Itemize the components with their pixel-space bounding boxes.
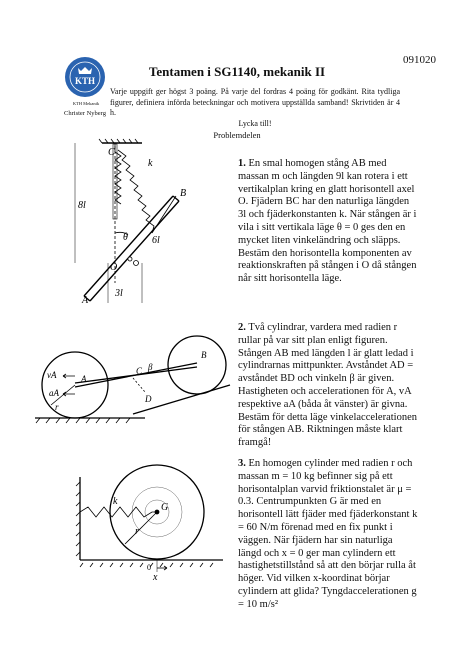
fig2-label-d: D	[145, 394, 152, 404]
figure-2	[35, 330, 235, 430]
fig3-label-zero: 0	[147, 563, 151, 572]
fig1-label-c: C	[108, 147, 115, 158]
fig1-label-o: O	[110, 262, 118, 273]
instructions	[110, 87, 400, 129]
fig1-label-k: k	[148, 158, 153, 169]
problem-1-text: En smal homogen stång AB med massan m och längden 9l kan rotera i ett vertikalplan kring en glatt horisontell axel O. Fjädern BC har den naturliga längden 3l och fjäderkonstanten k. När stången är i vila i sitt vertikala läge θ = 0 ges den en mycket liten vinkeländring och släpps. Bestäm den horisontella komponenten av reaktionskraften på stången i O då stången når sitt horisontella läge.	[238, 158, 417, 285]
problem-1	[238, 158, 418, 286]
fig1-label-6l: 6l	[152, 235, 160, 246]
problem-1-number: 1.	[238, 158, 246, 169]
fig2-label-aa: aA	[49, 388, 59, 398]
fig1-label-8l: 8l	[78, 200, 86, 211]
instructions-text: Varje uppgift ger högst 3 poäng. På varje del fordras 4 poäng för godkänt. Rita tydliga figurer, definiera införda beteckningar och motivera uppställda samband! Skrivtiden är 4 h.	[110, 87, 400, 118]
fig1-label-b: B	[180, 188, 187, 199]
fig2-label-c: C	[136, 366, 143, 376]
fig2-label-a: A	[81, 374, 87, 384]
institution: KTH Mekanik	[72, 101, 100, 106]
figure-1	[70, 138, 220, 323]
fig2-label-va: vA	[47, 370, 57, 380]
problem-2-number: 2.	[238, 322, 246, 333]
problem-2	[238, 322, 418, 450]
fig3-label-x: x	[153, 572, 158, 582]
page-title: Tentamen i SG1140, mekanik II	[148, 64, 326, 79]
fig1-label-theta: θ	[123, 232, 128, 243]
fig1-label-a: A	[82, 295, 89, 306]
author: Christer Nyberg	[64, 110, 106, 117]
logo-text: KTH	[74, 76, 96, 86]
fig1-label-3l: 3l	[115, 288, 123, 299]
kth-logo	[64, 56, 106, 98]
wish-text: Lycka till!	[238, 118, 272, 128]
fig3-label-k: k	[113, 496, 118, 507]
problem-3	[238, 458, 418, 612]
fig2-label-beta: β	[148, 362, 153, 372]
fig2-label-r: r	[55, 402, 59, 412]
problem-3-number: 3.	[238, 458, 246, 469]
fig3-label-r: r	[135, 526, 139, 537]
problem-2-text: Två cylindrar, vardera med radien r rullar på var sitt plan enligt figuren. Stången AB med längden l är glatt ledad i cylindrarnas mittpunkter. Avståndet AD = avståndet BD och vinkeln β är given. Hastigheten och accelerationen för A, vA respektive aA (båda åt vänster) är givna. Bestäm för detta läge vinkelaccelerationen för stången AB. Riktningen måste klart framgå!	[238, 322, 417, 449]
section-heading: Problemdelen	[213, 130, 261, 140]
exam-code: 091020	[403, 54, 436, 66]
problem-3-text: En homogen cylinder med radien r och massan m = 10 kg befinner sig på ett horisontalplan varvid friktionstalet är μ = 0.3. Centrumpunkten G är med en horisontell lätt fjäder med fjäderkonstant k = 60 N/m förenad med en fix punkt i väggen. När fjädern har sin naturliga längd och x = 0 ger man cylindern ett hastighetstillstånd så att den börjar rulla åt höger. Vid vilken x-koordinat börjar cylindern att glida? Tyngdaccelerationen g = 10 m/s²	[238, 458, 418, 610]
figure-3	[75, 462, 225, 582]
fig2-label-b: B	[201, 350, 207, 360]
fig3-label-g: G	[161, 502, 169, 513]
